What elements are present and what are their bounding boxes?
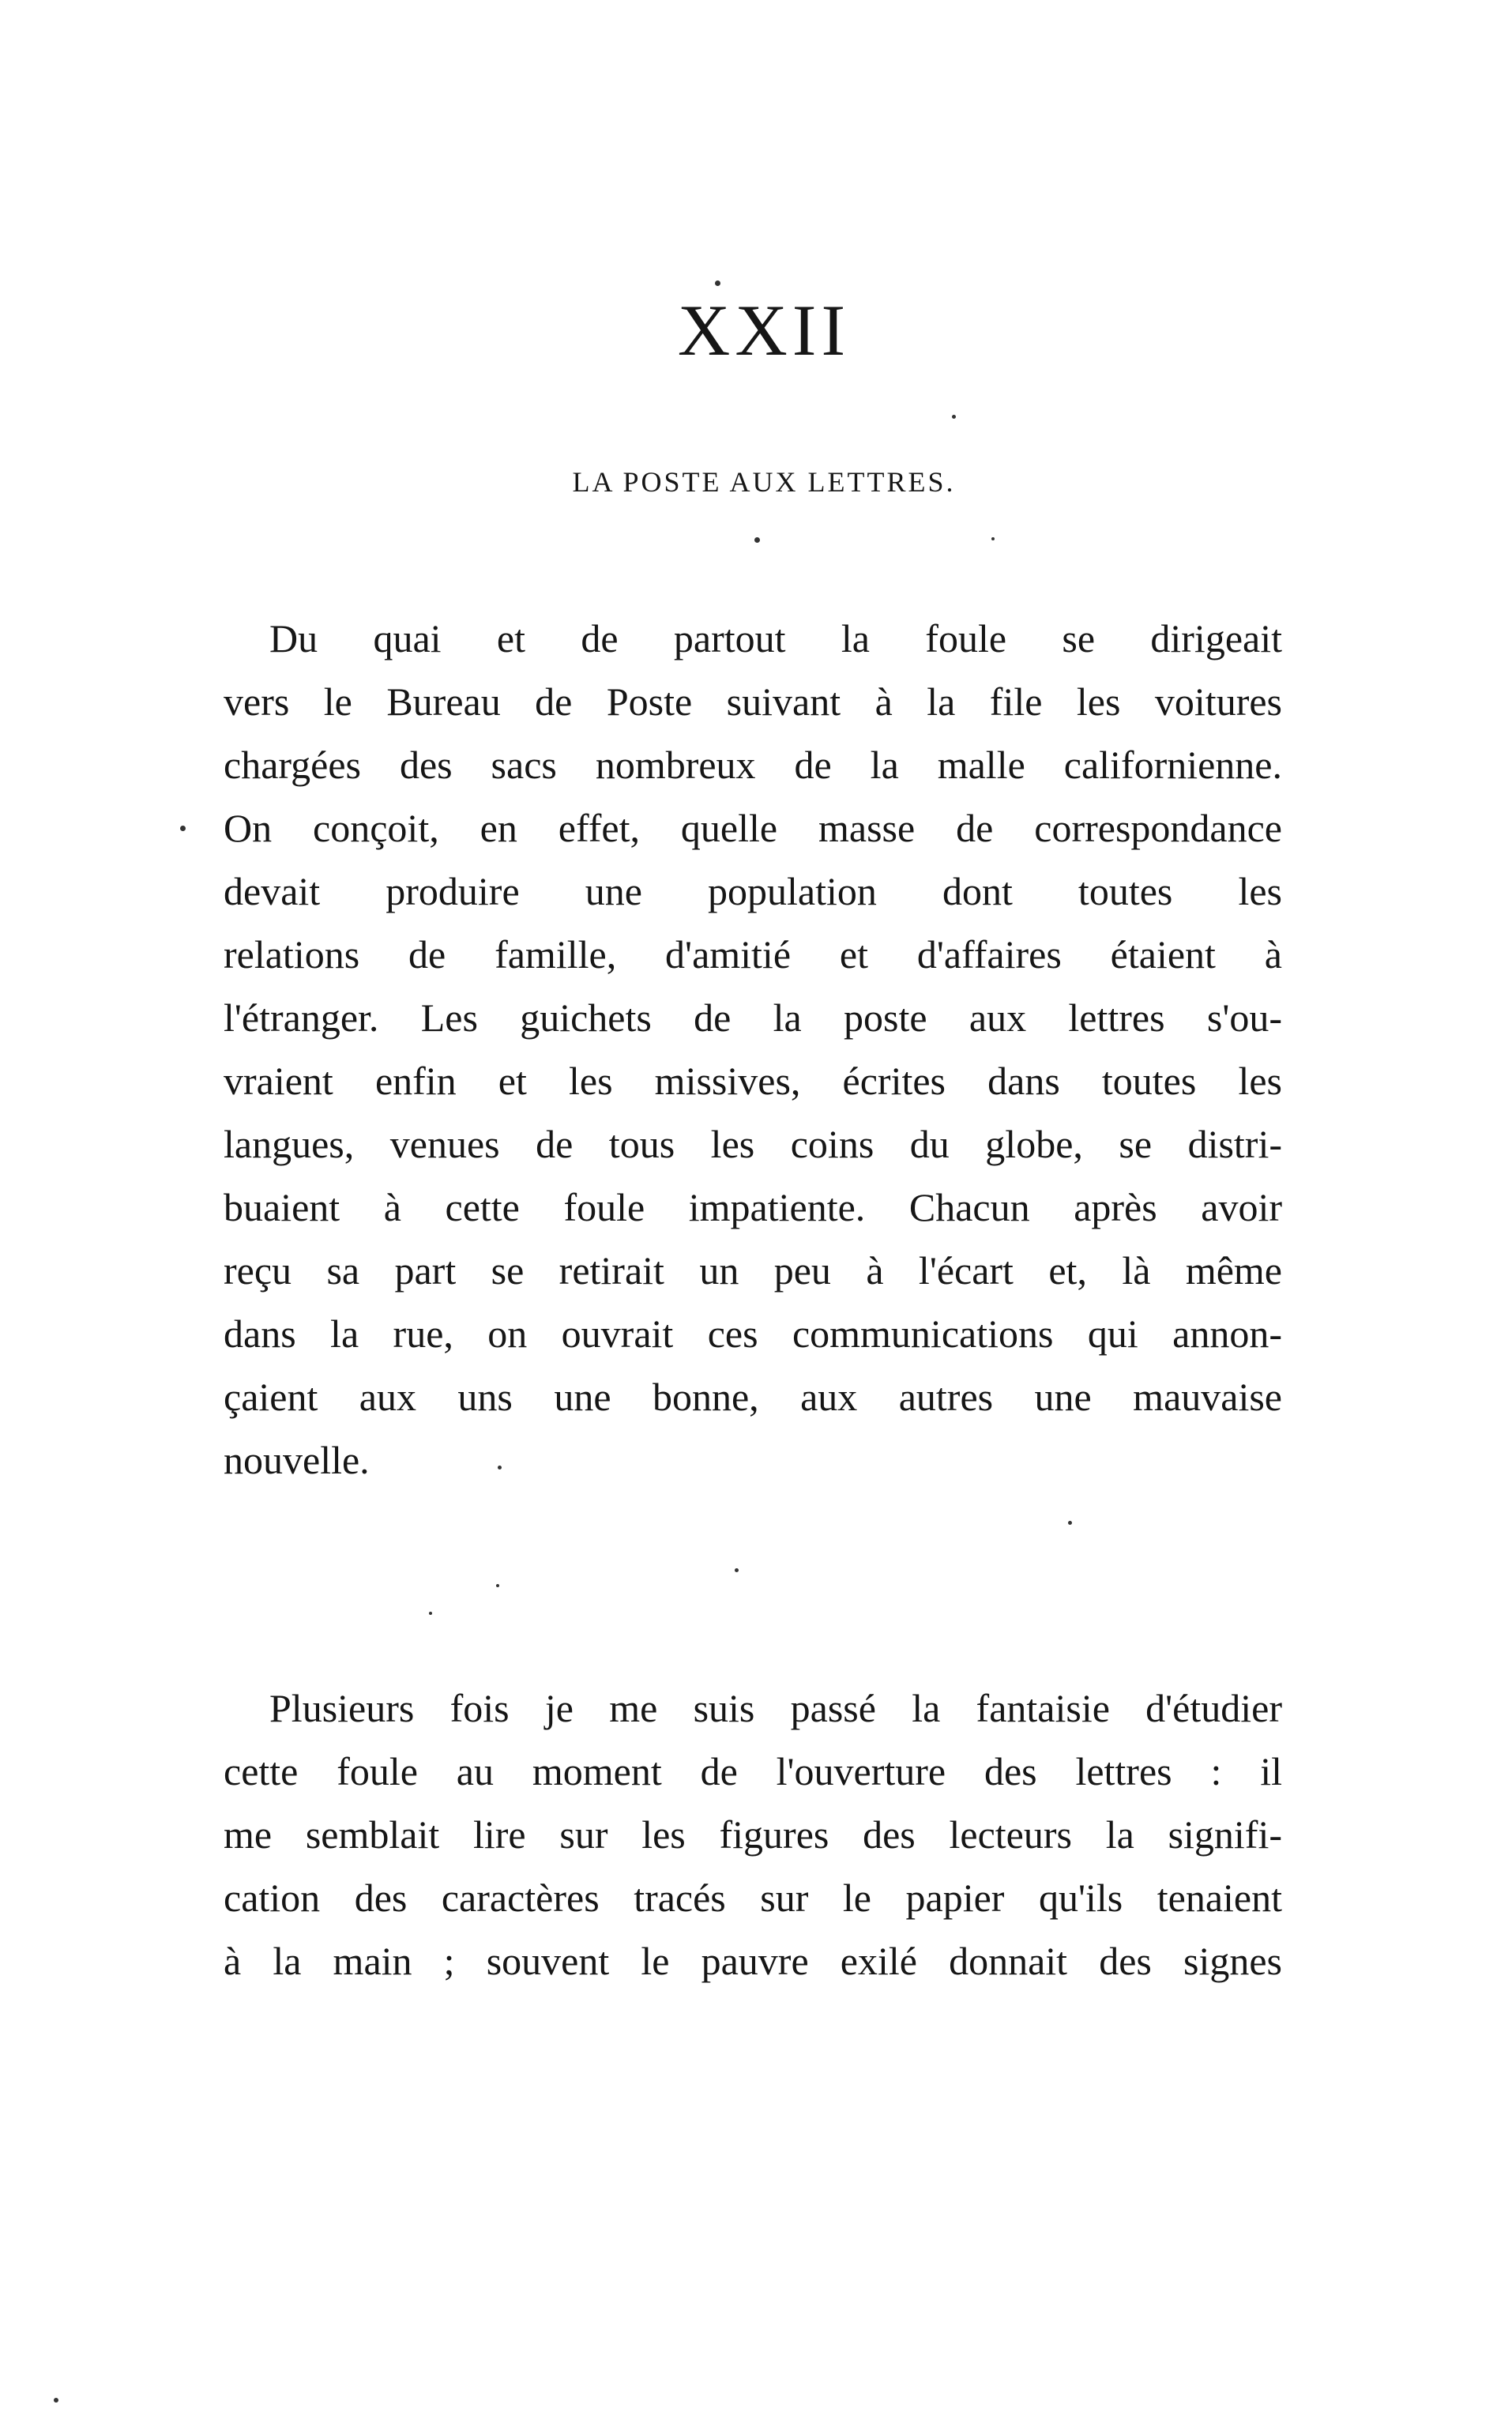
scan-speck [715, 280, 720, 286]
scan-speck [496, 1584, 499, 1587]
scan-speck [54, 2398, 58, 2403]
paragraph-line: l'étranger. Les guichets de la poste aux lettres s'ou- [224, 995, 1282, 1040]
scan-speck [952, 415, 956, 419]
scan-speck [429, 1612, 432, 1615]
paragraph-line: me semblait lire sur les figures des lecteurs la signifi- [224, 1812, 1282, 1857]
paragraph-line: Du quai et de partout la foule se dirigeait [269, 616, 1282, 660]
paragraph-line: reçu sa part se retirait un peu à l'écart et, là même [224, 1248, 1282, 1293]
scan-speck [1068, 1521, 1072, 1525]
scan-speck [180, 826, 186, 831]
scan-speck [754, 537, 760, 543]
paragraph-line: vraient enfin et les missives, écrites dans toutes les [224, 1059, 1282, 1103]
paragraph-line: devait produire une population dont toutes les [224, 869, 1282, 913]
chapter-number: XXII [677, 290, 851, 371]
paragraph-2 [224, 1676, 1282, 1993]
paragraph-line: cette foule au moment de l'ouverture des lettres : il [224, 1749, 1282, 1793]
paragraph-line: relations de famille, d'amitié et d'affaires étaient à [224, 932, 1282, 977]
scan-speck [498, 1466, 502, 1470]
paragraph-line: langues, venues de tous les coins du globe, se distri- [224, 1122, 1282, 1166]
paragraph-1 [224, 607, 1282, 1492]
paragraph-line: cation des caractères tracés sur le papier qu'ils tenaient [224, 1876, 1282, 1920]
chapter-title: LA POSTE AUX LETTRES. [572, 466, 956, 498]
paragraph-line: à la main ; souvent le pauvre exilé donnait des signes [224, 1939, 1282, 1983]
paragraph-line: On conçoit, en effet, quelle masse de correspondance [224, 806, 1282, 850]
scan-speck [991, 537, 995, 540]
paragraph-line: chargées des sacs nombreux de la malle californienne. [224, 743, 1282, 787]
paragraph-line: buaient à cette foule impatiente. Chacun après avoir [224, 1185, 1282, 1229]
paragraph-line: çaient aux uns une bonne, aux autres une mauvaise [224, 1375, 1282, 1419]
paragraph-line: vers le Bureau de Poste suivant à la file les voitures [224, 679, 1282, 724]
paragraph-line: Plusieurs fois je me suis passé la fantaisie d'étudier [269, 1686, 1282, 1730]
scan-speck [735, 1568, 739, 1572]
paragraph-line: nouvelle. [224, 1438, 370, 1482]
paragraph-line: dans la rue, on ouvrait ces communications qui annon- [224, 1311, 1282, 1356]
